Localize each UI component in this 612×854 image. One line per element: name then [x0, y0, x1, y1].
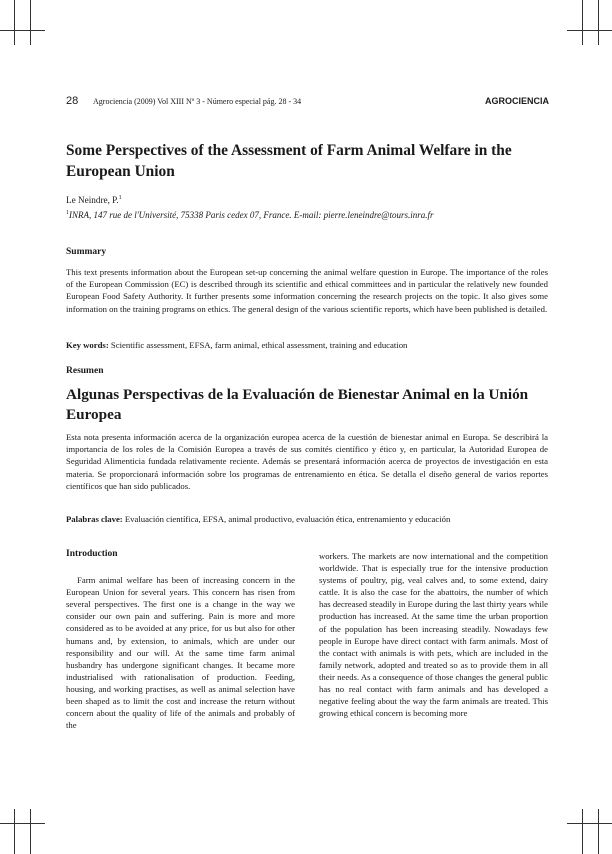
crop-mark — [598, 0, 599, 45]
palabras-clave-line — [66, 514, 548, 524]
page-number: 28 — [66, 95, 79, 107]
affiliation-line — [66, 210, 433, 220]
crop-mark — [598, 809, 599, 854]
article-title: Some Perspectives of the Assessment of Farm Animal Welfare in the European Union — [66, 142, 512, 180]
crop-mark — [0, 30, 45, 31]
crop-mark — [14, 0, 15, 45]
crop-mark — [567, 30, 612, 31]
left-column — [66, 548, 295, 731]
crop-mark — [14, 809, 15, 854]
affiliation: INRA, 147 rue de l'Université, 75338 Paris cedex 07, France. E-mail: pierre.leneindre@tours.inra.fr — [69, 210, 434, 220]
affiliation-superscript: 1 — [66, 210, 69, 216]
crop-mark — [582, 0, 583, 45]
introduction-heading: Introduction — [66, 549, 118, 559]
introduction-paragraph: Farm animal welfare has been of increasing concern in the European Union for several years. This concern has risen from several perspectives. The first one is a change in the way we consider our own pain and suffering. Pain is more and more considered as to be avoided at any price, for us but also for other humans and, by extension, to animals, which are under our responsibility and our will. At the same time farm animal husbandry has undergone significant changes. It became more industrialised with rationalisation of production. Feeding, housing, and working practises, as well as animal selection have been shaped as to limit the cost and increase the return without concern about the quality of life of the animals and probably of the — [66, 575, 295, 731]
keywords-label: Key words: — [66, 340, 109, 350]
spanish-title: Algunas Perspectivas de la Evaluación de Bienestar Animal en la Unión Europea — [66, 386, 529, 423]
journal-citation: Agrociencia (2009) Vol XIII Nº 3 - Número especial pág. 28 - 34 — [93, 97, 302, 106]
palabras-clave-label: Palabras clave: — [66, 514, 123, 524]
author-line — [66, 195, 122, 205]
crop-mark — [567, 823, 612, 824]
summary-text: This text presents information about the European set-up concerning the animal welfare question in Europe. The importance of the roles of the European Commission (EC) is described through its scientific and ethical committees and in particular the relatively new founded European Food Safety Authority. It further presents some information concerning the research projects on the topic. It also gives some information on the training programs on ethics. The general design of the various scientific reports, which have been published is detailed. — [66, 267, 548, 314]
running-header — [66, 95, 549, 109]
author-superscript: 1 — [118, 195, 122, 201]
keywords-line — [66, 340, 548, 350]
right-column — [319, 550, 548, 719]
author-name: Le Neindre, P. — [66, 195, 119, 206]
introduction-continued: workers. The markets are now international and the competition worldwide. That is especially true for the intensive production systems of poultry, pig, veal calves and, to some extend, dairy cattle. It is also the case for the abattoirs, the number of which has decreased steadily in Europe during the last thirty years while production has increased. At the same time the urban proportion of the population has been increasing steadily. Nowadays few people in Europe have direct contact with farm animals. Most of the contact with animals is with pets, which are included in the family network, adopted and treated so as to provide them in all their needs. As a consequence of those changes the general public has no real contact with farm animals and has developed a negative feeling about the way the farm animals are treated. This growing ethical concern is becoming more — [319, 551, 548, 719]
resumen-text: Esta nota presenta información acerca de la organización europea acerca de la cuestión de bienestar animal en Europa. Se describirá la importancia de los roles de la Comisión Europea a través de sus comités científico y ético y, en particular, la Autoridad Europea de Seguridad Alimenticia fundada relativamente reciente. Además se presentará información acerca de proyectos de investigación en esta materia. Se proporcionará información sobre los programas de entrenamiento en ética. Se detalla el diseño general de varios reportes científicos que han sido publicados. — [66, 432, 548, 491]
resumen-heading: Resumen — [66, 366, 104, 376]
crop-mark — [582, 809, 583, 854]
crop-mark — [30, 0, 31, 45]
summary-heading: Summary — [66, 247, 107, 257]
journal-brand: AGROCIENCIA — [484, 96, 549, 106]
palabras-clave-text: Evaluación científica, EFSA, animal productivo, evaluación ética, entrenamiento y educación — [124, 514, 451, 524]
crop-mark — [0, 823, 45, 824]
keywords-text: Scientific assessment, EFSA, farm animal, ethical assessment, training and education — [110, 340, 408, 350]
crop-mark — [30, 809, 31, 854]
